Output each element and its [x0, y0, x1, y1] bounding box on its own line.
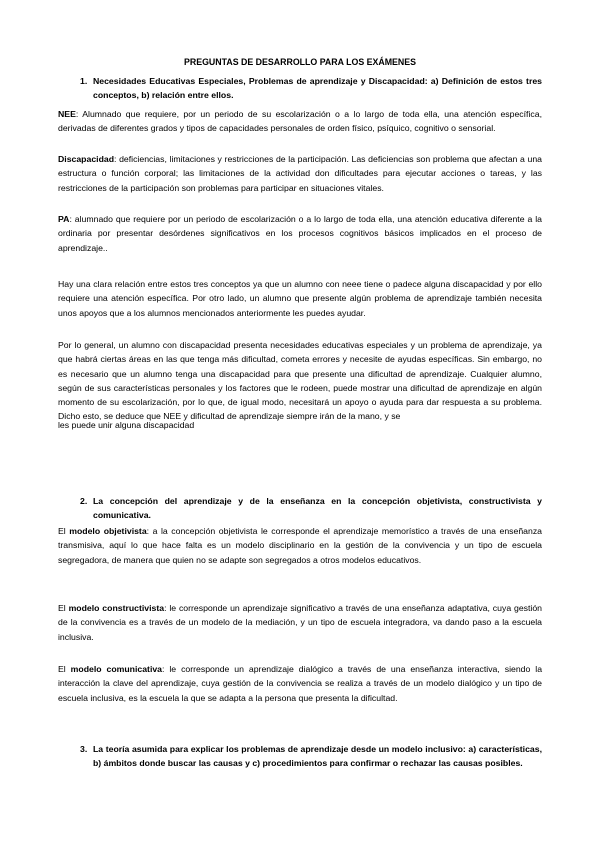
- question-1-heading: Necesidades Educativas Especiales, Problemas de aprendizaje y Discapacidad: a) Definición de estos tres conceptos, b) relación entre ellos.: [93, 76, 542, 101]
- question-2-number: 2.: [80, 496, 88, 506]
- nee-definition: [58, 107, 542, 136]
- comunicativa-prefix: El: [58, 664, 71, 674]
- constructivista-prefix: El: [58, 603, 69, 613]
- discapacidad-definition: [58, 152, 542, 195]
- discapacidad-term: Discapacidad: [58, 154, 115, 164]
- constructivista-term: modelo constructivista: [68, 603, 165, 613]
- question-3-heading: La teoría asumida para explicar los problemas de aprendizaje desde un modelo inclusivo: a) características, b) ámbitos donde buscar las causas y c) procedimientos para confirmar o rechazar las causas posibles.: [93, 744, 542, 769]
- question-1-number: 1.: [80, 76, 88, 86]
- nee-term: NEE: [58, 109, 76, 119]
- question-2-heading: La concepción del aprendizaje y de la enseñanza en la concepción objetivista, constructivista y comunicativa.: [93, 496, 542, 521]
- objetivista-text: : a la concepción objetivista le corresponde el aprendizaje memorístico a través de una enseñanza transmisiva, aquí lo que hace falta es un modelo disciplinario en la gestión de la convivencia y un tipo de escuela segregadora, de manera que quien no se adapte son segregados a otros modelos educativos.: [58, 526, 542, 565]
- relation-paragraph-2: Por lo general, un alumno con discapacidad presenta necesidades educativas especiales y un problema de aprendizaje, ya que habrá ciertas áreas en las que tenga más dificultad, cometa errores y necesite de ayudas específicas. Sin embargo, no es necesario que un alumno tenga una discapacidad para que presente una dificultad de aprendizaje. Cualquier alumno, según de sus características personales y los factores que le rodeen, puede mostrar una dificultad de aprendizaje en algún momento de su escolarización, por lo que, de igual modo, necesitará un apoyo o ayuda para dar respuesta a su problema. Dicho esto, se deduce que NEE y dificultad de aprendizaje siempre irán de la mano, y se: [58, 340, 542, 422]
- constructivista-text: : le corresponde un aprendizaje significativo a través de una enseñanza adaptativa, cuya gestión de la convivencia es a través de un modelo de la mediación, y un tipo de escuela integradora, va dando paso a la escuela inclusiva.: [58, 603, 543, 642]
- nee-text: : Alumnado que requiere, por un periodo de su escolarización o a lo largo de toda ella, una atención específica, derivadas de diferentes grados y tipos de capacidades personales de orden físico, psíquico, cognitivo o sensorial.: [58, 109, 542, 134]
- pa-definition: [58, 212, 542, 255]
- modelo-constructivista-paragraph: [58, 601, 542, 644]
- modelo-comunicativa-paragraph: [58, 662, 542, 705]
- relation-paragraph-3: les puede unir alguna discapacidad: [58, 420, 195, 430]
- modelo-objetivista-paragraph: [58, 524, 542, 567]
- pa-text: : alumnado que requiere por un periodo de escolarización o a lo largo de toda ella, una atención educativa diferente a la ordinaria por presentar desórdenes significativos en los procesos cognitivos básicos implicados en el proceso de aprendizaje..: [58, 214, 542, 253]
- pa-term: PA: [58, 214, 70, 224]
- objetivista-term: modelo objetivista: [69, 526, 147, 536]
- comunicativa-term: modelo comunicativa: [70, 664, 163, 674]
- discapacidad-text: : deficiencias, limitaciones y restricciones de la participación. Las deficiencias son problema que afectan a una estructura o función corporal; las limitaciones de la actividad don dificultades para ejecutar acciones o tareas, y las restricciones de la participación son problemas para participar en situaciones vitales.: [58, 154, 542, 193]
- comunicativa-text: : le corresponde un aprendizaje dialógico a través de una enseñanza interactiva, siendo la interacción la clave del aprendizaje, cuya gestión de la convivencia se realiza a través de un modelo dialógico y un tipo de escuela inclusiva, es la escuela la que se adapta a la persona que presenta la dificultad.: [58, 664, 543, 703]
- page-title: PREGUNTAS DE DESARROLLO PARA LOS EXÁMENES: [184, 57, 416, 67]
- question-3-number: 3.: [80, 744, 88, 754]
- objetivista-prefix: El: [58, 526, 70, 536]
- relation-paragraph-1: Hay una clara relación entre estos tres conceptos ya que un alumno con neee tiene o padece alguna discapacidad y por ello requiere una atención específica. Por otro lado, un alumno que presente algún problema de aprendizaje también necesita unos apoyos que a los alumnos mencionados anteriormente les puedes ayudar.: [58, 279, 542, 318]
